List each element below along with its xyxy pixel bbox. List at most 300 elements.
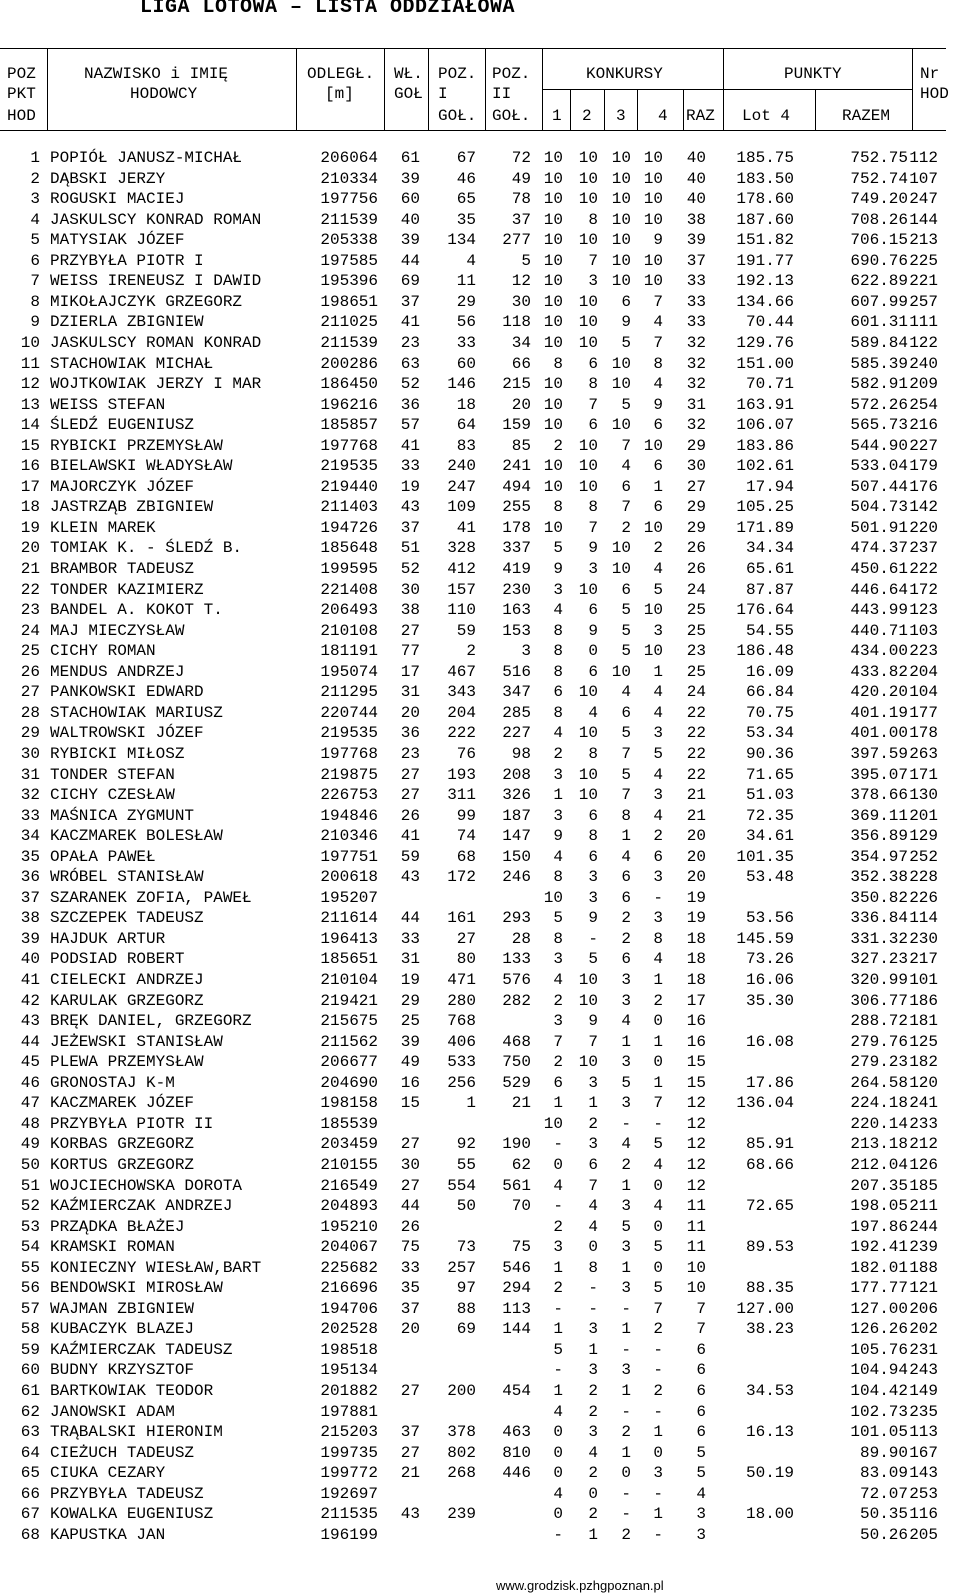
row-k2: 8: [588, 744, 598, 763]
row-k3: 10: [611, 190, 631, 209]
row-k1: 8: [553, 642, 563, 661]
row-poz2: 494: [502, 477, 531, 496]
row-poz1: 4: [466, 251, 476, 270]
row-k3: -: [621, 1484, 631, 1503]
row-k4: 5: [653, 580, 663, 599]
row-k3: 10: [611, 539, 631, 558]
row-k3: 6: [621, 888, 631, 907]
row-raz: 11: [686, 1197, 706, 1216]
row-k2: 2: [588, 1402, 598, 1421]
row-position: 56: [20, 1279, 40, 1298]
row-k1: 2: [553, 1053, 563, 1072]
row-k1: 4: [553, 601, 563, 620]
row-k3: 5: [621, 621, 631, 640]
row-name: TRĄBALSKI HIERONIM: [50, 1423, 223, 1442]
row-poz2: 98: [511, 744, 531, 763]
row-razem: 126.26: [850, 1320, 908, 1339]
row-k2: 1: [588, 1340, 598, 1359]
row-k1: 4: [553, 724, 563, 743]
row-raz: 40: [686, 190, 706, 209]
row-raz: 17: [686, 991, 706, 1010]
row-distance: 221408: [320, 580, 378, 599]
row-k3: 4: [621, 1012, 631, 1031]
row-razem: 89.90: [859, 1443, 908, 1462]
row-distance: 206493: [320, 601, 378, 620]
row-position: 5: [30, 231, 40, 250]
header-poz2-1: POZ.: [492, 65, 531, 83]
row-wl: 19: [400, 477, 420, 496]
row-k1: 10: [543, 888, 563, 907]
row-name: KACZMAREK BOLESŁAW: [50, 827, 223, 846]
row-wl: 33: [400, 1258, 420, 1277]
row-position: 7: [30, 272, 40, 291]
header-raz: RAZ: [686, 107, 715, 125]
table-row: [0, 662, 960, 683]
row-lot4: 68.66: [745, 1155, 794, 1174]
row-poz2: 419: [502, 560, 531, 578]
row-lot4: 88.35: [745, 1279, 794, 1298]
table-row: [0, 1011, 960, 1032]
row-poz1: 378: [447, 1423, 476, 1442]
row-poz2: 150: [502, 847, 531, 866]
table-row: [0, 1237, 960, 1258]
row-k4: 6: [653, 416, 663, 435]
row-position: 21: [20, 560, 40, 578]
row-name: BRĘK DANIEL, GRZEGORZ: [50, 1012, 252, 1031]
row-wl: 19: [400, 971, 420, 989]
row-poz1: 11: [456, 272, 476, 291]
row-k1: 10: [543, 190, 563, 209]
row-distance: 211403: [320, 498, 378, 517]
row-poz1: 200: [447, 1382, 476, 1400]
row-k1: 9: [553, 827, 563, 846]
row-k2: 10: [578, 683, 598, 702]
row-poz2: 246: [502, 868, 531, 887]
row-raz: 39: [686, 231, 706, 250]
row-k2: 2: [588, 1382, 598, 1400]
row-wl: 31: [400, 683, 420, 702]
table-row: [0, 682, 960, 703]
row-k2: 4: [588, 1197, 598, 1216]
table-row: [0, 929, 960, 950]
row-position: 14: [20, 416, 40, 435]
row-lot4: 66.84: [745, 683, 794, 702]
table-row: [0, 148, 960, 169]
row-name: KORBAS GRZEGORZ: [50, 1135, 195, 1154]
row-poz1: 802: [447, 1443, 476, 1462]
row-name: CICHY ROMAN: [50, 642, 156, 661]
row-k1: 0: [553, 1423, 563, 1442]
row-poz2: 230: [502, 580, 531, 599]
row-lot4: 89.53: [745, 1238, 794, 1257]
row-wl: 27: [400, 1135, 420, 1154]
row-poz2: 12: [511, 272, 531, 291]
header-konkursy: KONKURSY: [586, 65, 663, 83]
row-k4: 10: [643, 190, 663, 209]
row-distance: 192697: [320, 1484, 378, 1503]
row-k3: 2: [621, 909, 631, 928]
row-nr: 120: [909, 1073, 938, 1092]
row-k3: 5: [621, 765, 631, 784]
row-raz: 12: [686, 1155, 706, 1174]
row-k4: 1: [653, 662, 663, 681]
row-distance: 181191: [320, 642, 378, 661]
row-nr: 244: [909, 1217, 938, 1236]
footer-url: www.grodzisk.pzhgpoznan.pl: [496, 1578, 664, 1593]
row-razem: 446.64: [850, 580, 908, 599]
row-k1: 6: [553, 1073, 563, 1092]
row-k3: 1: [621, 1176, 631, 1195]
row-nr: 253: [909, 1484, 938, 1503]
row-distance: 204690: [320, 1073, 378, 1092]
row-raz: 29: [686, 518, 706, 537]
row-poz2: 468: [502, 1032, 531, 1051]
header-name-1: NAZWISKO i IMIĘ: [84, 65, 229, 83]
table-row: [0, 1484, 960, 1505]
row-k2: 4: [588, 703, 598, 722]
row-nr: 222: [909, 560, 938, 578]
row-poz1: 328: [447, 539, 476, 558]
row-wl: 31: [400, 950, 420, 969]
row-k3: 2: [621, 1525, 631, 1544]
row-razem: 220.14: [850, 1114, 908, 1133]
row-k4: 5: [653, 1135, 663, 1154]
row-lot4: 17.86: [745, 1073, 794, 1092]
row-wl: 39: [400, 1032, 420, 1051]
row-lot4: 71.65: [745, 765, 794, 784]
row-distance: 194726: [320, 518, 378, 537]
header-nr-1: Nr: [920, 65, 940, 83]
row-k1: 8: [553, 498, 563, 517]
row-k3: 10: [611, 416, 631, 435]
row-position: 28: [20, 703, 40, 722]
row-name: DĄBSKI JERZY: [50, 169, 166, 188]
row-raz: 22: [686, 703, 706, 722]
row-distance: 197768: [320, 436, 378, 455]
row-name: PODSIAD ROBERT: [50, 950, 185, 969]
row-razem: 395.07: [850, 765, 908, 784]
row-razem: 622.89: [850, 272, 908, 291]
row-raz: 21: [686, 806, 706, 825]
row-k1: -: [553, 1299, 563, 1318]
row-k4: -: [653, 1402, 663, 1421]
header-poz-1: POZ: [7, 65, 36, 83]
row-distance: 195207: [320, 888, 378, 907]
row-k1: 4: [553, 971, 563, 989]
row-wl: 41: [400, 436, 420, 455]
row-k3: 1: [621, 1032, 631, 1051]
row-raz: 19: [686, 909, 706, 928]
table-row: [0, 415, 960, 436]
row-razem: 279.23: [850, 1053, 908, 1072]
row-poz1: 467: [447, 662, 476, 681]
row-poz2: 113: [502, 1299, 531, 1318]
row-poz1: 29: [456, 292, 476, 311]
row-k1: 1: [553, 1320, 563, 1339]
row-k3: 8: [621, 806, 631, 825]
row-nr: 206: [909, 1299, 938, 1318]
row-lot4: 129.76: [736, 333, 794, 352]
row-raz: 20: [686, 827, 706, 846]
row-k1: 2: [553, 744, 563, 763]
row-wl: 52: [400, 560, 420, 578]
row-nr: 101: [909, 971, 938, 989]
row-name: RYBICKI PRZEMYSŁAW: [50, 436, 223, 455]
row-k4: -: [653, 888, 663, 907]
row-position: 34: [20, 827, 40, 846]
row-poz2: 215: [502, 375, 531, 394]
row-k3: 6: [621, 477, 631, 496]
row-k2: 8: [588, 375, 598, 394]
row-k2: 3: [588, 1320, 598, 1339]
table-row: [0, 1402, 960, 1423]
row-wl: 41: [400, 313, 420, 332]
row-k4: 3: [653, 909, 663, 928]
row-nr: 129: [909, 827, 938, 846]
row-razem: 320.99: [850, 971, 908, 989]
row-position: 24: [20, 621, 40, 640]
row-wl: 26: [400, 806, 420, 825]
row-razem: 224.18: [850, 1094, 908, 1113]
row-k4: 7: [653, 1094, 663, 1113]
row-k3: 3: [621, 1053, 631, 1072]
row-k2: 10: [578, 477, 598, 496]
row-raz: 29: [686, 498, 706, 517]
row-name: MATYSIAK JÓZEF: [50, 231, 185, 250]
row-poz2: 516: [502, 662, 531, 681]
row-lot4: 70.71: [745, 375, 794, 394]
row-wl: 27: [400, 621, 420, 640]
row-poz2: 546: [502, 1258, 531, 1277]
row-k2: 10: [578, 149, 598, 167]
row-nr: 227: [909, 436, 938, 455]
row-k2: -: [588, 1279, 598, 1298]
row-name: WAJMAN ZBIGNIEW: [50, 1299, 195, 1318]
row-razem: 752.75: [850, 149, 908, 167]
row-razem: 690.76: [850, 251, 908, 270]
row-distance: 210155: [320, 1155, 378, 1174]
row-raz: 16: [686, 1012, 706, 1031]
row-razem: 450.61: [850, 560, 908, 578]
row-poz1: 33: [456, 333, 476, 352]
row-k3: 5: [621, 1073, 631, 1092]
row-name: MAŚNICA ZYGMUNT: [50, 806, 195, 825]
row-raz: 32: [686, 333, 706, 352]
row-k2: 9: [588, 621, 598, 640]
row-k4: 4: [653, 950, 663, 969]
row-lot4: 106.07: [736, 416, 794, 435]
row-name: KOWALKA EUGENIUSZ: [50, 1505, 214, 1524]
row-nr: 188: [909, 1258, 938, 1277]
row-k3: 10: [611, 375, 631, 394]
row-raz: 18: [686, 950, 706, 969]
table-row: [0, 1217, 960, 1238]
table-row: [0, 456, 960, 477]
row-distance: 199735: [320, 1443, 378, 1462]
row-k4: 4: [653, 560, 663, 578]
row-wl: 21: [400, 1464, 420, 1483]
table-row: [0, 867, 960, 888]
row-raz: 7: [696, 1320, 706, 1339]
row-raz: 27: [686, 477, 706, 496]
table-row: [0, 354, 960, 375]
row-distance: 185648: [320, 539, 378, 558]
row-nr: 235: [909, 1402, 938, 1421]
row-k2: 4: [588, 1443, 598, 1462]
row-poz2: 178: [502, 518, 531, 537]
row-poz2: 163: [502, 601, 531, 620]
header-wl-1: WŁ.: [394, 65, 423, 83]
row-wl: 61: [400, 149, 420, 167]
row-k4: 8: [653, 929, 663, 948]
row-razem: 565.73: [850, 416, 908, 435]
row-raz: 3: [696, 1525, 706, 1544]
row-k1: 10: [543, 333, 563, 352]
row-name: PRZYBYŁA TADEUSZ: [50, 1484, 204, 1503]
row-name: TONDER KAZIMIERZ: [50, 580, 204, 599]
row-name: KONIECZNY WIESŁAW,BART: [50, 1258, 262, 1277]
row-lot4: 53.56: [745, 909, 794, 928]
row-poz2: 561: [502, 1176, 531, 1195]
row-wl: 77: [400, 642, 420, 661]
row-poz2: 118: [502, 313, 531, 332]
row-nr: 172: [909, 580, 938, 599]
row-poz2: 810: [502, 1443, 531, 1462]
row-name: PANKOWSKI EDWARD: [50, 683, 204, 702]
row-distance: 196216: [320, 395, 378, 414]
header-odleg-1: ODLEGŁ.: [307, 65, 375, 83]
table-row: [0, 826, 960, 847]
row-razem: 212.04: [850, 1155, 908, 1174]
row-name: CIELECKI ANDRZEJ: [50, 971, 204, 989]
table-row: [0, 1134, 960, 1155]
row-nr: 179: [909, 457, 938, 476]
row-k3: 2: [621, 518, 631, 537]
row-lot4: 53.34: [745, 724, 794, 743]
row-wl: 23: [400, 333, 420, 352]
row-position: 37: [20, 888, 40, 907]
row-distance: 186450: [320, 375, 378, 394]
row-k3: 5: [621, 1217, 631, 1236]
row-k3: 7: [621, 498, 631, 517]
table-row: [0, 436, 960, 457]
row-wl: 36: [400, 395, 420, 414]
row-k3: 5: [621, 642, 631, 661]
row-k2: 6: [588, 416, 598, 435]
row-position: 18: [20, 498, 40, 517]
row-k1: 8: [553, 929, 563, 948]
row-wl: 60: [400, 190, 420, 209]
row-name: WALTROWSKI JÓZEF: [50, 724, 204, 743]
row-position: 55: [20, 1258, 40, 1277]
row-raz: 23: [686, 642, 706, 661]
row-razem: 585.39: [850, 354, 908, 373]
row-position: 38: [20, 909, 40, 928]
row-raz: 18: [686, 971, 706, 989]
table-row: [0, 559, 960, 580]
row-k3: 5: [621, 724, 631, 743]
row-razem: 105.76: [850, 1340, 908, 1359]
row-poz1: 343: [447, 683, 476, 702]
row-wl: 75: [400, 1238, 420, 1257]
row-name: KORTUS GRZEGORZ: [50, 1155, 195, 1174]
row-k3: 4: [621, 457, 631, 476]
row-position: 19: [20, 518, 40, 537]
header-k4: 4: [658, 107, 668, 125]
row-k1: 10: [543, 210, 563, 229]
table-row: [0, 395, 960, 416]
row-raz: 5: [696, 1464, 706, 1483]
row-razem: 336.84: [850, 909, 908, 928]
row-poz2: 227: [502, 724, 531, 743]
row-k1: 2: [553, 991, 563, 1010]
row-k3: 2: [621, 1155, 631, 1174]
row-k3: -: [621, 1402, 631, 1421]
row-name: RYBICKI MIŁOSZ: [50, 744, 185, 763]
row-k3: -: [621, 1299, 631, 1318]
row-k2: -: [588, 929, 598, 948]
row-k4: 6: [653, 457, 663, 476]
row-k2: 7: [588, 1032, 598, 1051]
row-k2: 9: [588, 1012, 598, 1031]
row-nr: 144: [909, 210, 938, 229]
row-name: BENDOWSKI MIROSŁAW: [50, 1279, 223, 1298]
row-k2: 10: [578, 457, 598, 476]
row-poz1: 311: [447, 786, 476, 805]
row-k3: 5: [621, 333, 631, 352]
row-nr: 231: [909, 1340, 938, 1359]
row-name: POPIÓŁ JANUSZ-MICHAŁ: [50, 149, 243, 167]
row-k2: 3: [588, 1073, 598, 1092]
row-k3: 4: [621, 847, 631, 866]
row-k4: 0: [653, 1053, 663, 1072]
row-razem: 533.04: [850, 457, 908, 476]
row-k2: 3: [588, 1361, 598, 1380]
row-wl: 69: [400, 272, 420, 291]
table-row: [0, 497, 960, 518]
row-name: WEISS IRENEUSZ I DAWID: [50, 272, 262, 291]
row-poz1: 533: [447, 1053, 476, 1072]
row-poz2: 337: [502, 539, 531, 558]
row-k4: 6: [653, 498, 663, 517]
row-k2: 6: [588, 847, 598, 866]
row-name: WEISS STEFAN: [50, 395, 166, 414]
row-name: KRAMSKI ROMAN: [50, 1238, 175, 1257]
row-distance: 210346: [320, 827, 378, 846]
table-row: [0, 312, 960, 333]
row-razem: 507.44: [850, 477, 908, 496]
row-distance: 204067: [320, 1238, 378, 1257]
row-k2: 1: [588, 1525, 598, 1544]
row-poz2: 49: [511, 169, 531, 188]
row-poz1: 60: [456, 354, 476, 373]
row-k2: -: [588, 1299, 598, 1318]
row-poz1: 280: [447, 991, 476, 1010]
row-distance: 185539: [320, 1114, 378, 1133]
row-position: 10: [20, 333, 40, 352]
table-row: [0, 970, 960, 991]
row-distance: 211614: [320, 909, 378, 928]
row-name: CICHY CZESŁAW: [50, 786, 175, 805]
row-poz2: 326: [502, 786, 531, 805]
row-k2: 6: [588, 354, 598, 373]
row-position: 40: [20, 950, 40, 969]
page-title: LIGA LOTOWA – LISTA ODDZIAŁOWA: [140, 0, 516, 19]
row-razem: 582.91: [850, 375, 908, 394]
table-row: [0, 477, 960, 498]
table-row: [0, 271, 960, 292]
row-poz2: 144: [502, 1320, 531, 1339]
